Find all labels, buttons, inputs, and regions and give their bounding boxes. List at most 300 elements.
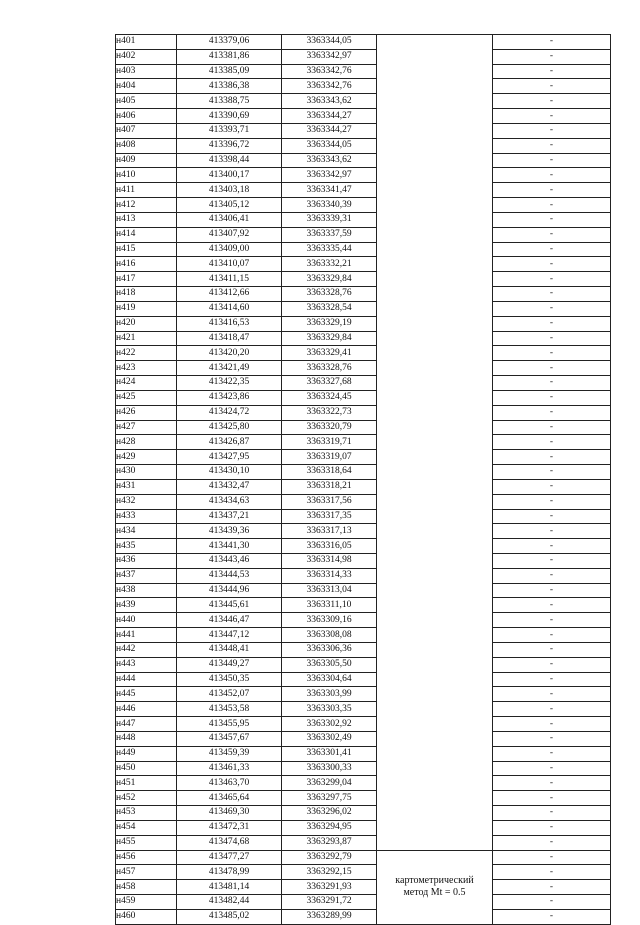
- table-row: [116, 168, 611, 183]
- x-coordinate-cell: 413416,53: [177, 316, 282, 331]
- y-coordinate-cell: 3363339,31: [282, 212, 377, 227]
- accuracy-dash-cell: -: [493, 598, 611, 613]
- point-name-cell: н453: [116, 806, 177, 821]
- table-row: [116, 509, 611, 524]
- x-coordinate-cell: 413407,92: [177, 227, 282, 242]
- x-coordinate-cell: 413439,36: [177, 524, 282, 539]
- table-row: [116, 64, 611, 79]
- point-name-cell: н445: [116, 687, 177, 702]
- accuracy-dash-cell: -: [493, 613, 611, 628]
- x-coordinate-cell: 413478,99: [177, 865, 282, 880]
- x-coordinate-cell: 413396,72: [177, 138, 282, 153]
- x-coordinate-cell: 413411,15: [177, 272, 282, 287]
- x-coordinate-cell: 413422,35: [177, 376, 282, 391]
- accuracy-dash-cell: -: [493, 138, 611, 153]
- y-coordinate-cell: 3363305,50: [282, 657, 377, 672]
- point-name-cell: н430: [116, 465, 177, 480]
- point-name-cell: н401: [116, 35, 177, 50]
- table-row: [116, 257, 611, 272]
- table-row: [116, 494, 611, 509]
- accuracy-dash-cell: -: [493, 390, 611, 405]
- y-coordinate-cell: 3363327,68: [282, 376, 377, 391]
- point-name-cell: н438: [116, 583, 177, 598]
- y-coordinate-cell: 3363294,95: [282, 820, 377, 835]
- table-row: [116, 909, 611, 924]
- point-name-cell: н411: [116, 183, 177, 198]
- accuracy-dash-cell: -: [493, 494, 611, 509]
- point-name-cell: н410: [116, 168, 177, 183]
- table-row: [116, 465, 611, 480]
- table-row: [116, 138, 611, 153]
- point-name-cell: н423: [116, 361, 177, 376]
- table-row: [116, 820, 611, 835]
- y-coordinate-cell: 3363313,04: [282, 583, 377, 598]
- y-coordinate-cell: 3363344,27: [282, 123, 377, 138]
- x-coordinate-cell: 413452,07: [177, 687, 282, 702]
- table-row: [116, 153, 611, 168]
- table-row: [116, 183, 611, 198]
- accuracy-dash-cell: -: [493, 539, 611, 554]
- accuracy-dash-cell: -: [493, 376, 611, 391]
- table-row: [116, 376, 611, 391]
- table-row: [116, 702, 611, 717]
- point-name-cell: н421: [116, 331, 177, 346]
- y-coordinate-cell: 3363302,49: [282, 731, 377, 746]
- x-coordinate-cell: 413472,31: [177, 820, 282, 835]
- table-row: [116, 598, 611, 613]
- x-coordinate-cell: 413430,10: [177, 465, 282, 480]
- table-row: [116, 746, 611, 761]
- x-coordinate-cell: 413390,69: [177, 109, 282, 124]
- x-coordinate-cell: 413381,86: [177, 49, 282, 64]
- y-coordinate-cell: 3363342,97: [282, 168, 377, 183]
- x-coordinate-cell: 413469,30: [177, 806, 282, 821]
- accuracy-dash-cell: -: [493, 672, 611, 687]
- accuracy-dash-cell: -: [493, 687, 611, 702]
- accuracy-dash-cell: -: [493, 212, 611, 227]
- x-coordinate-cell: 413426,87: [177, 435, 282, 450]
- table-row: [116, 672, 611, 687]
- x-coordinate-cell: 413420,20: [177, 346, 282, 361]
- table-row: [116, 198, 611, 213]
- x-coordinate-cell: 413446,47: [177, 613, 282, 628]
- table-row: [116, 405, 611, 420]
- table-row: [116, 806, 611, 821]
- accuracy-dash-cell: -: [493, 450, 611, 465]
- accuracy-dash-cell: -: [493, 435, 611, 450]
- accuracy-dash-cell: -: [493, 657, 611, 672]
- y-coordinate-cell: 3363329,84: [282, 272, 377, 287]
- point-name-cell: н452: [116, 791, 177, 806]
- accuracy-dash-cell: -: [493, 109, 611, 124]
- y-coordinate-cell: 3363332,21: [282, 257, 377, 272]
- point-name-cell: н448: [116, 731, 177, 746]
- point-name-cell: н405: [116, 94, 177, 109]
- accuracy-dash-cell: -: [493, 420, 611, 435]
- accuracy-dash-cell: -: [493, 94, 611, 109]
- point-name-cell: н404: [116, 79, 177, 94]
- point-name-cell: н441: [116, 628, 177, 643]
- x-coordinate-cell: 413425,80: [177, 420, 282, 435]
- point-name-cell: н425: [116, 390, 177, 405]
- x-coordinate-cell: 413482,44: [177, 895, 282, 910]
- table-row: [116, 553, 611, 568]
- point-name-cell: н451: [116, 776, 177, 791]
- accuracy-dash-cell: -: [493, 168, 611, 183]
- y-coordinate-cell: 3363344,27: [282, 109, 377, 124]
- point-name-cell: н407: [116, 123, 177, 138]
- point-name-cell: н428: [116, 435, 177, 450]
- y-coordinate-cell: 3363303,35: [282, 702, 377, 717]
- y-coordinate-cell: 3363291,93: [282, 880, 377, 895]
- point-name-cell: н434: [116, 524, 177, 539]
- y-coordinate-cell: 3363311,10: [282, 598, 377, 613]
- accuracy-dash-cell: -: [493, 123, 611, 138]
- point-name-cell: н431: [116, 479, 177, 494]
- accuracy-dash-cell: -: [493, 183, 611, 198]
- point-name-cell: н422: [116, 346, 177, 361]
- y-coordinate-cell: 3363296,02: [282, 806, 377, 821]
- x-coordinate-cell: 413474,68: [177, 835, 282, 850]
- point-name-cell: н417: [116, 272, 177, 287]
- point-name-cell: н456: [116, 850, 177, 865]
- y-coordinate-cell: 3363318,64: [282, 465, 377, 480]
- table-row: [116, 79, 611, 94]
- y-coordinate-cell: 3363301,41: [282, 746, 377, 761]
- point-name-cell: н416: [116, 257, 177, 272]
- y-coordinate-cell: 3363314,33: [282, 568, 377, 583]
- table-row: [116, 687, 611, 702]
- y-coordinate-cell: 3363291,72: [282, 895, 377, 910]
- x-coordinate-cell: 413447,12: [177, 628, 282, 643]
- accuracy-dash-cell: -: [493, 702, 611, 717]
- table-row: [116, 227, 611, 242]
- table-row: [116, 539, 611, 554]
- y-coordinate-cell: 3363319,07: [282, 450, 377, 465]
- x-coordinate-cell: 413409,00: [177, 242, 282, 257]
- method-cell: [377, 850, 493, 924]
- x-coordinate-cell: 413448,41: [177, 642, 282, 657]
- table-row: [116, 613, 611, 628]
- x-coordinate-cell: 413418,47: [177, 331, 282, 346]
- table-row: [116, 850, 611, 865]
- y-coordinate-cell: 3363314,98: [282, 553, 377, 568]
- x-coordinate-cell: 413406,41: [177, 212, 282, 227]
- method-line-2: метод Mt = 0.5: [403, 887, 466, 899]
- accuracy-dash-cell: -: [493, 553, 611, 568]
- y-coordinate-cell: 3363303,99: [282, 687, 377, 702]
- point-name-cell: н447: [116, 717, 177, 732]
- y-coordinate-cell: 3363309,16: [282, 613, 377, 628]
- y-coordinate-cell: 3363318,21: [282, 479, 377, 494]
- accuracy-dash-cell: -: [493, 287, 611, 302]
- x-coordinate-cell: 413412,66: [177, 287, 282, 302]
- table-row: [116, 35, 611, 50]
- x-coordinate-cell: 413410,07: [177, 257, 282, 272]
- table-row: [116, 242, 611, 257]
- table-row: [116, 49, 611, 64]
- point-name-cell: н449: [116, 746, 177, 761]
- x-coordinate-cell: 413437,21: [177, 509, 282, 524]
- point-name-cell: н457: [116, 865, 177, 880]
- accuracy-dash-cell: -: [493, 227, 611, 242]
- point-name-cell: н433: [116, 509, 177, 524]
- y-coordinate-cell: 3363328,76: [282, 361, 377, 376]
- x-coordinate-cell: 413379,06: [177, 35, 282, 50]
- point-name-cell: н443: [116, 657, 177, 672]
- y-coordinate-cell: 3363317,56: [282, 494, 377, 509]
- accuracy-dash-cell: -: [493, 49, 611, 64]
- table-row: [116, 301, 611, 316]
- accuracy-dash-cell: -: [493, 198, 611, 213]
- table-row: [116, 390, 611, 405]
- point-name-cell: н437: [116, 568, 177, 583]
- y-coordinate-cell: 3363297,75: [282, 791, 377, 806]
- accuracy-dash-cell: -: [493, 776, 611, 791]
- accuracy-dash-cell: -: [493, 35, 611, 50]
- accuracy-dash-cell: -: [493, 153, 611, 168]
- point-name-cell: н419: [116, 301, 177, 316]
- y-coordinate-cell: 3363316,05: [282, 539, 377, 554]
- table-row: [116, 272, 611, 287]
- table-row: [116, 568, 611, 583]
- y-coordinate-cell: 3363329,84: [282, 331, 377, 346]
- x-coordinate-cell: 413414,60: [177, 301, 282, 316]
- coordinates-table-body: [116, 35, 611, 925]
- point-name-cell: н415: [116, 242, 177, 257]
- table-row: [116, 761, 611, 776]
- y-coordinate-cell: 3363328,54: [282, 301, 377, 316]
- table-row: [116, 895, 611, 910]
- table-row: [116, 287, 611, 302]
- x-coordinate-cell: 413457,67: [177, 731, 282, 746]
- y-coordinate-cell: 3363342,97: [282, 49, 377, 64]
- y-coordinate-cell: 3363328,76: [282, 287, 377, 302]
- x-coordinate-cell: 413405,12: [177, 198, 282, 213]
- x-coordinate-cell: 413423,86: [177, 390, 282, 405]
- accuracy-dash-cell: -: [493, 628, 611, 643]
- y-coordinate-cell: 3363341,47: [282, 183, 377, 198]
- point-name-cell: н436: [116, 553, 177, 568]
- accuracy-dash-cell: -: [493, 316, 611, 331]
- accuracy-dash-cell: -: [493, 524, 611, 539]
- accuracy-dash-cell: -: [493, 331, 611, 346]
- accuracy-dash-cell: -: [493, 479, 611, 494]
- y-coordinate-cell: 3363292,15: [282, 865, 377, 880]
- accuracy-dash-cell: -: [493, 850, 611, 865]
- accuracy-dash-cell: -: [493, 405, 611, 420]
- y-coordinate-cell: 3363344,05: [282, 138, 377, 153]
- table-row: [116, 94, 611, 109]
- x-coordinate-cell: 413450,35: [177, 672, 282, 687]
- point-name-cell: н409: [116, 153, 177, 168]
- x-coordinate-cell: 413485,02: [177, 909, 282, 924]
- table-row: [116, 524, 611, 539]
- y-coordinate-cell: 3363340,39: [282, 198, 377, 213]
- y-coordinate-cell: 3363289,99: [282, 909, 377, 924]
- y-coordinate-cell: 3363293,87: [282, 835, 377, 850]
- x-coordinate-cell: 413434,63: [177, 494, 282, 509]
- accuracy-dash-cell: -: [493, 509, 611, 524]
- point-name-cell: н454: [116, 820, 177, 835]
- y-coordinate-cell: 3363317,13: [282, 524, 377, 539]
- y-coordinate-cell: 3363343,62: [282, 153, 377, 168]
- coordinates-table: [115, 34, 611, 925]
- table-row: [116, 791, 611, 806]
- x-coordinate-cell: 413444,96: [177, 583, 282, 598]
- point-name-cell: н408: [116, 138, 177, 153]
- table-row: [116, 212, 611, 227]
- x-coordinate-cell: 413445,61: [177, 598, 282, 613]
- x-coordinate-cell: 413443,46: [177, 553, 282, 568]
- accuracy-dash-cell: -: [493, 731, 611, 746]
- table-row: [116, 316, 611, 331]
- x-coordinate-cell: 413403,18: [177, 183, 282, 198]
- point-name-cell: н442: [116, 642, 177, 657]
- x-coordinate-cell: 413388,75: [177, 94, 282, 109]
- y-coordinate-cell: 3363344,05: [282, 35, 377, 50]
- accuracy-dash-cell: -: [493, 583, 611, 598]
- point-name-cell: н418: [116, 287, 177, 302]
- accuracy-dash-cell: -: [493, 909, 611, 924]
- accuracy-dash-cell: -: [493, 79, 611, 94]
- accuracy-dash-cell: -: [493, 361, 611, 376]
- accuracy-dash-cell: -: [493, 791, 611, 806]
- accuracy-dash-cell: -: [493, 820, 611, 835]
- point-name-cell: н424: [116, 376, 177, 391]
- y-coordinate-cell: 3363342,76: [282, 64, 377, 79]
- point-name-cell: н459: [116, 895, 177, 910]
- y-coordinate-cell: 3363324,45: [282, 390, 377, 405]
- y-coordinate-cell: 3363337,59: [282, 227, 377, 242]
- x-coordinate-cell: 413385,09: [177, 64, 282, 79]
- accuracy-dash-cell: -: [493, 64, 611, 79]
- x-coordinate-cell: 413400,17: [177, 168, 282, 183]
- accuracy-dash-cell: -: [493, 257, 611, 272]
- table-row: [116, 865, 611, 880]
- y-coordinate-cell: 3363304,64: [282, 672, 377, 687]
- y-coordinate-cell: 3363335,44: [282, 242, 377, 257]
- point-name-cell: н439: [116, 598, 177, 613]
- accuracy-dash-cell: -: [493, 746, 611, 761]
- y-coordinate-cell: 3363329,19: [282, 316, 377, 331]
- x-coordinate-cell: 413463,70: [177, 776, 282, 791]
- table-row: [116, 346, 611, 361]
- table-row: [116, 731, 611, 746]
- x-coordinate-cell: 413393,71: [177, 123, 282, 138]
- x-coordinate-cell: 413465,64: [177, 791, 282, 806]
- accuracy-dash-cell: -: [493, 717, 611, 732]
- accuracy-dash-cell: -: [493, 346, 611, 361]
- table-row: [116, 435, 611, 450]
- y-coordinate-cell: 3363319,71: [282, 435, 377, 450]
- accuracy-dash-cell: -: [493, 761, 611, 776]
- table-row: [116, 776, 611, 791]
- accuracy-dash-cell: -: [493, 835, 611, 850]
- y-coordinate-cell: 3363342,76: [282, 79, 377, 94]
- x-coordinate-cell: 413477,27: [177, 850, 282, 865]
- y-coordinate-cell: 3363302,92: [282, 717, 377, 732]
- y-coordinate-cell: 3363306,36: [282, 642, 377, 657]
- y-coordinate-cell: 3363343,62: [282, 94, 377, 109]
- x-coordinate-cell: 413453,58: [177, 702, 282, 717]
- table-row: [116, 717, 611, 732]
- accuracy-dash-cell: -: [493, 272, 611, 287]
- point-name-cell: н414: [116, 227, 177, 242]
- x-coordinate-cell: 413455,95: [177, 717, 282, 732]
- accuracy-dash-cell: -: [493, 465, 611, 480]
- point-name-cell: н450: [116, 761, 177, 776]
- x-coordinate-cell: 413481,14: [177, 880, 282, 895]
- point-name-cell: н406: [116, 109, 177, 124]
- accuracy-dash-cell: -: [493, 880, 611, 895]
- x-coordinate-cell: 413421,49: [177, 361, 282, 376]
- table-row: [116, 420, 611, 435]
- point-name-cell: н435: [116, 539, 177, 554]
- accuracy-dash-cell: -: [493, 806, 611, 821]
- point-name-cell: н440: [116, 613, 177, 628]
- y-coordinate-cell: 3363329,41: [282, 346, 377, 361]
- x-coordinate-cell: 413461,33: [177, 761, 282, 776]
- accuracy-dash-cell: -: [493, 568, 611, 583]
- accuracy-dash-cell: -: [493, 865, 611, 880]
- point-name-cell: н429: [116, 450, 177, 465]
- table-row: [116, 657, 611, 672]
- x-coordinate-cell: 413427,95: [177, 450, 282, 465]
- point-name-cell: н412: [116, 198, 177, 213]
- y-coordinate-cell: 3363317,35: [282, 509, 377, 524]
- y-coordinate-cell: 3363299,04: [282, 776, 377, 791]
- x-coordinate-cell: 413424,72: [177, 405, 282, 420]
- table-row: [116, 123, 611, 138]
- table-row: [116, 361, 611, 376]
- point-name-cell: н444: [116, 672, 177, 687]
- x-coordinate-cell: 413386,38: [177, 79, 282, 94]
- table-row: [116, 880, 611, 895]
- y-coordinate-cell: 3363320,79: [282, 420, 377, 435]
- point-name-cell: н460: [116, 909, 177, 924]
- point-name-cell: н446: [116, 702, 177, 717]
- table-row: [116, 109, 611, 124]
- point-name-cell: н413: [116, 212, 177, 227]
- table-row: [116, 583, 611, 598]
- accuracy-dash-cell: -: [493, 242, 611, 257]
- table-row: [116, 642, 611, 657]
- point-name-cell: н432: [116, 494, 177, 509]
- accuracy-dash-cell: -: [493, 301, 611, 316]
- method-line-1: картометрический: [395, 875, 474, 887]
- x-coordinate-cell: 413459,39: [177, 746, 282, 761]
- y-coordinate-cell: 3363300,33: [282, 761, 377, 776]
- point-name-cell: н403: [116, 64, 177, 79]
- accuracy-dash-cell: -: [493, 642, 611, 657]
- point-name-cell: н455: [116, 835, 177, 850]
- table-row: [116, 628, 611, 643]
- x-coordinate-cell: 413444,53: [177, 568, 282, 583]
- point-name-cell: н426: [116, 405, 177, 420]
- table-row: [116, 835, 611, 850]
- accuracy-dash-cell: -: [493, 895, 611, 910]
- table-row: [116, 450, 611, 465]
- table-row: [116, 479, 611, 494]
- point-name-cell: н427: [116, 420, 177, 435]
- x-coordinate-cell: 413449,27: [177, 657, 282, 672]
- y-coordinate-cell: 3363322,73: [282, 405, 377, 420]
- x-coordinate-cell: 413398,44: [177, 153, 282, 168]
- x-coordinate-cell: 413441,30: [177, 539, 282, 554]
- point-name-cell: н420: [116, 316, 177, 331]
- method-cell-empty: [377, 35, 493, 851]
